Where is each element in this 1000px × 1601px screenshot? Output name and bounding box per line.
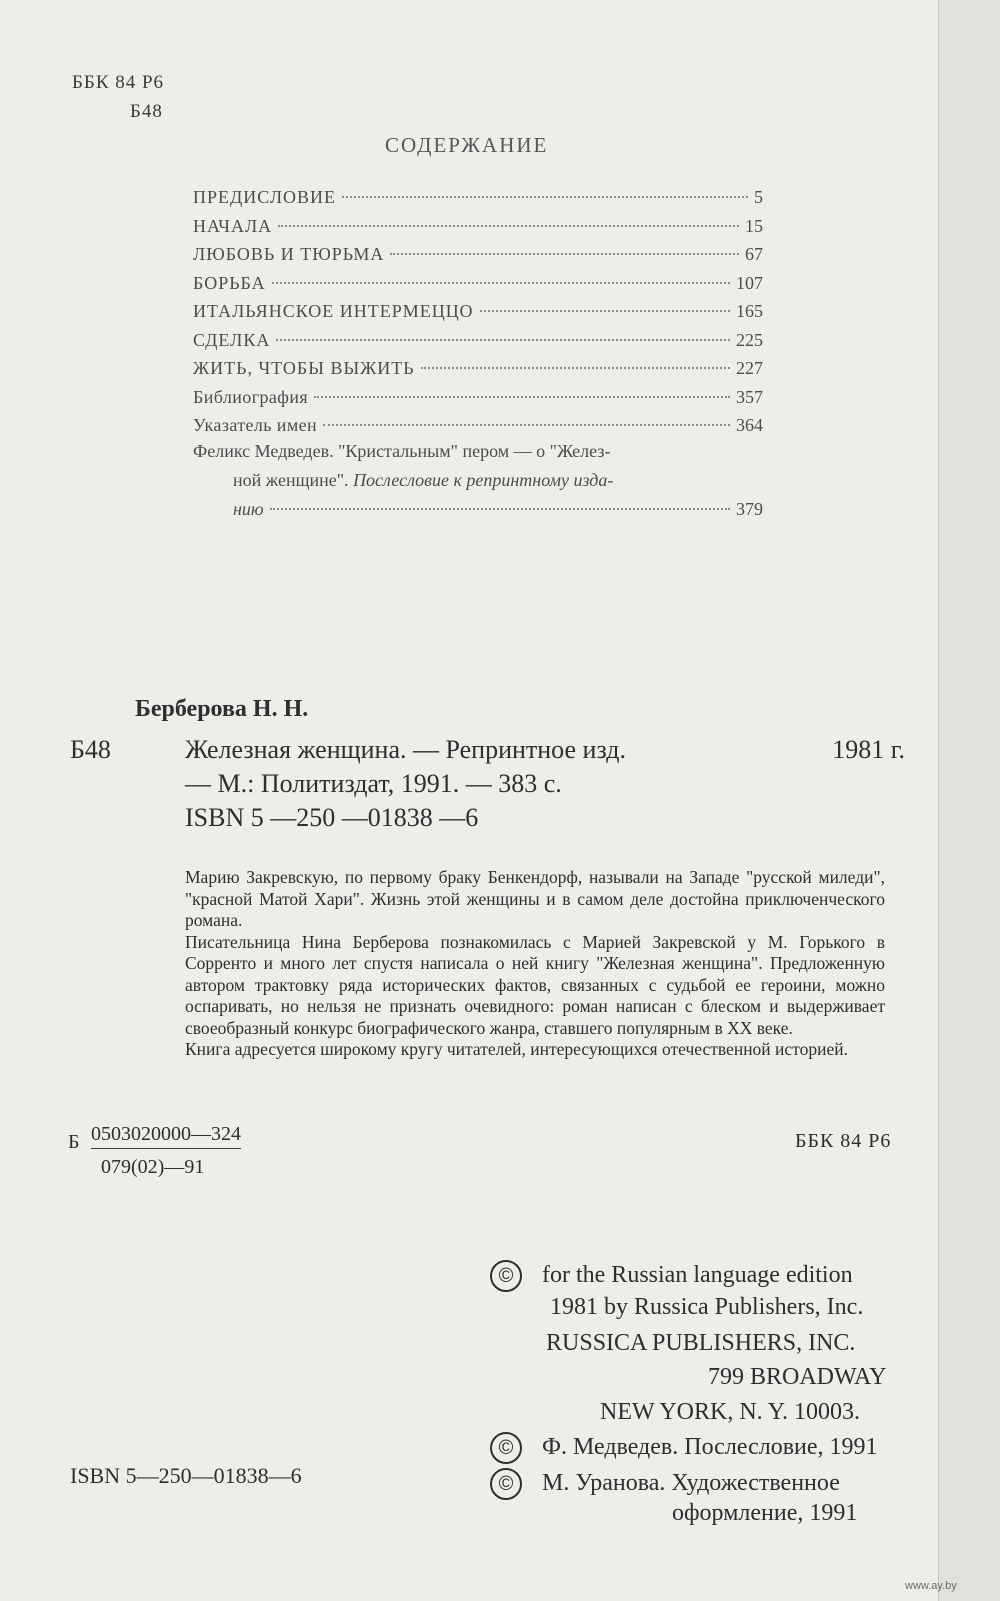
publisher-code-letter: Б [68, 1131, 80, 1153]
toc-leader-dots [342, 196, 748, 198]
copyright-icon: © [490, 1260, 522, 1292]
copyright-line-1 [490, 1260, 853, 1292]
toc-entry [193, 387, 763, 416]
afterword-line-2-plain: ной женщине". [233, 470, 354, 490]
toc-entry-page: 225 [736, 329, 763, 350]
publisher-code-numerator: 0503020000—324 [91, 1123, 241, 1149]
toc-entry-label: ЖИТЬ, ЧТОБЫ ВЫЖИТЬ [193, 358, 415, 378]
author-code-top: Б48 [130, 101, 163, 122]
toc-entry-label: БОРЬБА [193, 272, 266, 293]
annotation-paragraph: Марию Закревскую, по первому браку Бенкендорф, называли на Западе "русской миледи", "красной Матой Хари". Жизнь этой женщины и в самом деле достойна приключенческого романа. [185, 867, 885, 930]
toc-entry-page: 67 [745, 244, 763, 264]
toc-entry-label: СДЕЛКА [193, 329, 271, 350]
copyright-line-2: 1981 by Russica Publishers, Inc. [550, 1294, 864, 1320]
toc-entry [193, 244, 763, 273]
afterword-line-1: Феликс Медведев. "Кристальным" пером — о "Желез- [193, 441, 611, 461]
toc-entry-label: НАЧАЛА [193, 215, 273, 236]
afterword-page: 379 [736, 499, 763, 519]
toc-leader-dots [314, 396, 730, 398]
toc-leader-dots [390, 253, 739, 255]
toc-leader-dots [270, 508, 730, 510]
toc-entry-label: Библиография [193, 386, 309, 407]
copyright-text-6: Ф. Медведев. Послесловие, 1991 [542, 1433, 878, 1460]
toc-entry-page: 107 [736, 272, 763, 293]
bibliographic-isbn: ISBN 5 —250 —01838 —6 [185, 803, 479, 832]
toc-leader-dots [276, 339, 730, 341]
table-of-contents [193, 187, 763, 444]
copyright-icon: © [490, 1432, 522, 1464]
toc-entry-label: ПРЕДИСЛОВИЕ [193, 187, 337, 207]
bbk-code-top: ББК 84 Р6 [72, 72, 165, 93]
toc-afterword-entry [193, 441, 763, 520]
toc-entry-label: Указатель имен [193, 415, 318, 435]
toc-entry [193, 358, 763, 387]
toc-leader-dots [480, 310, 730, 312]
toc-entry-page: 227 [736, 358, 763, 378]
toc-entry-page: 165 [736, 301, 763, 321]
copyright-line-7 [490, 1468, 840, 1500]
annotation-paragraph: Писательница Нина Берберова познакомилась с Марией Закревской у М. Горького в Сорренто и много лет спустя написала о ней книгу "Железная женщина". Предложенную автором трактовку ряда исторических фактов, связанных с судьбой ее героини, можно оспаривать, но нельзя не признать очевидного: роман написан с блеском и выдерживает своеобразный конкурс биографического жанра, ставшего популярным в XX веке. [185, 931, 885, 1038]
toc-entry [193, 330, 763, 359]
toc-entry [193, 415, 763, 444]
toc-entry-label: ЛЮБОВЬ И ТЮРЬМА [193, 244, 385, 264]
copyright-line-8: оформление, 1991 [672, 1500, 858, 1526]
watermark: www.ay.by [905, 1580, 957, 1592]
toc-leader-dots [323, 424, 730, 426]
toc-entry-label: ИТАЛЬЯНСКОЕ ИНТЕРМЕЦЦО [193, 301, 474, 321]
afterword-line-3 [193, 499, 763, 520]
toc-leader-dots [272, 282, 730, 284]
afterword-line-3-italic: нию [233, 499, 264, 519]
copyright-text-1: for the Russian language edition [542, 1261, 853, 1288]
afterword-line-2-italic: Послесловие к репринтному изда- [353, 470, 614, 490]
annotation [185, 867, 885, 1061]
bbk-code-bottom: ББК 84 Р6 [795, 1130, 892, 1152]
toc-entry [193, 187, 763, 216]
toc-leader-dots [278, 225, 739, 227]
afterword-line-2 [193, 470, 763, 499]
isbn-bottom: ISBN 5—250—01838—6 [70, 1463, 302, 1488]
copyright-icon: © [490, 1468, 522, 1500]
toc-entry-page: 5 [754, 187, 763, 207]
copyright-line-5: NEW YORK, N. Y. 10003. [600, 1399, 861, 1425]
copyright-text-7: М. Уранова. Художественное [542, 1469, 840, 1496]
next-page-edge [938, 0, 1000, 1601]
copyright-line-3: RUSSICA PUBLISHERS, INC. [546, 1330, 856, 1356]
toc-entry-page: 364 [736, 415, 763, 435]
bibliographic-title-line [185, 735, 905, 765]
bibliographic-year: 1981 г. [832, 735, 905, 764]
annotation-paragraph: Книга адресуется широкому кругу читателей, интересующихся отечественной историей. [185, 1039, 848, 1059]
toc-entry [193, 216, 763, 245]
copyright-line-4: 799 BROADWAY [708, 1364, 887, 1390]
toc-title: СОДЕРЖАНИЕ [385, 133, 549, 157]
bibliographic-title: Железная женщина. — Репринтное изд. [185, 735, 626, 764]
copyright-line-6 [490, 1432, 878, 1464]
toc-entry-page: 15 [745, 215, 763, 236]
author-name: Берберова Н. Н. [135, 696, 309, 722]
bibliographic-imprint: — М.: Политиздат, 1991. — 383 с. [185, 769, 562, 798]
toc-entry [193, 301, 763, 330]
toc-entry-page: 357 [736, 386, 763, 407]
author-code: Б48 [70, 735, 111, 764]
toc-leader-dots [421, 367, 730, 369]
publisher-code-denominator: 079(02)—91 [101, 1156, 205, 1178]
toc-entry [193, 273, 763, 302]
